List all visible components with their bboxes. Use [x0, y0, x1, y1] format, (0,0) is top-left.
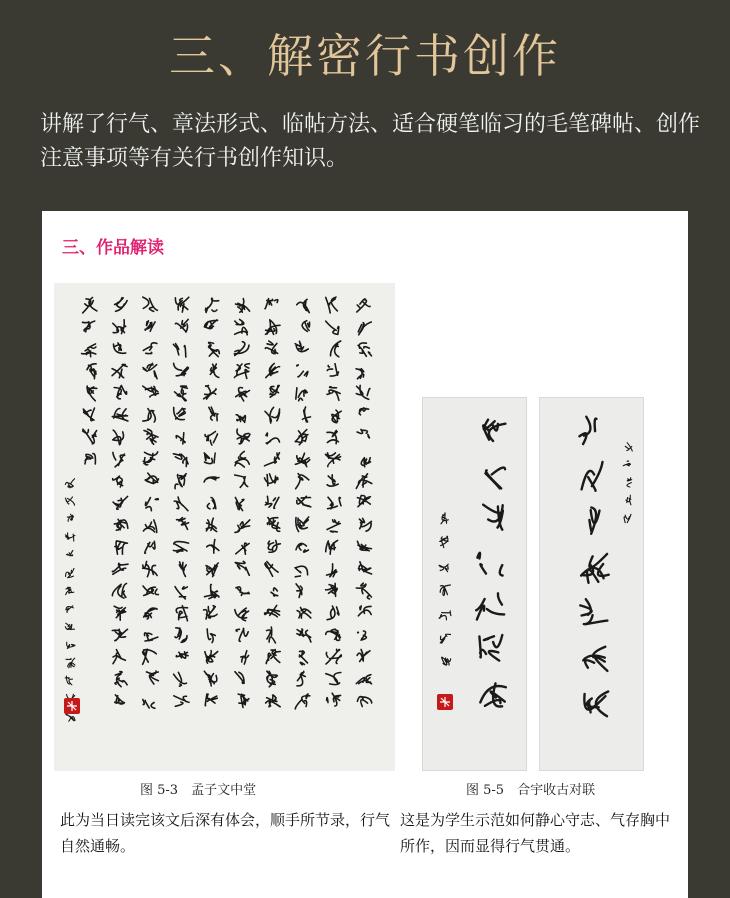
couplet-scroll-right [539, 397, 644, 771]
couplet-scroll-left [422, 397, 527, 771]
section-heading: 三、作品解读 [62, 238, 164, 258]
figure-commentary: 这是为学生示范如何静心守志、气存胸中所作，因而显得行气贯通。 [400, 811, 671, 855]
page-description: 讲解了行气、章法形式、临帖方法、适合硬笔临习的毛笔碑帖、创作注意事项等有关行书创作知识。 [40, 112, 701, 171]
calligraphy-artwork-zhongtang [54, 283, 395, 771]
calligraphy-image [54, 283, 395, 771]
calligraphy-image [423, 398, 526, 770]
figure-commentary: 此为当日读完该文后深有体会，顺手所节录，行气自然通畅。 [60, 811, 391, 855]
calligraphy-image [540, 398, 643, 770]
figure-caption: 图 5-5 合宇收古对联 [466, 783, 596, 798]
book-page [42, 211, 688, 898]
figure-caption: 图 5-3 孟子文中堂 [140, 783, 257, 798]
page-title: 三、解密行书创作 [169, 29, 561, 83]
